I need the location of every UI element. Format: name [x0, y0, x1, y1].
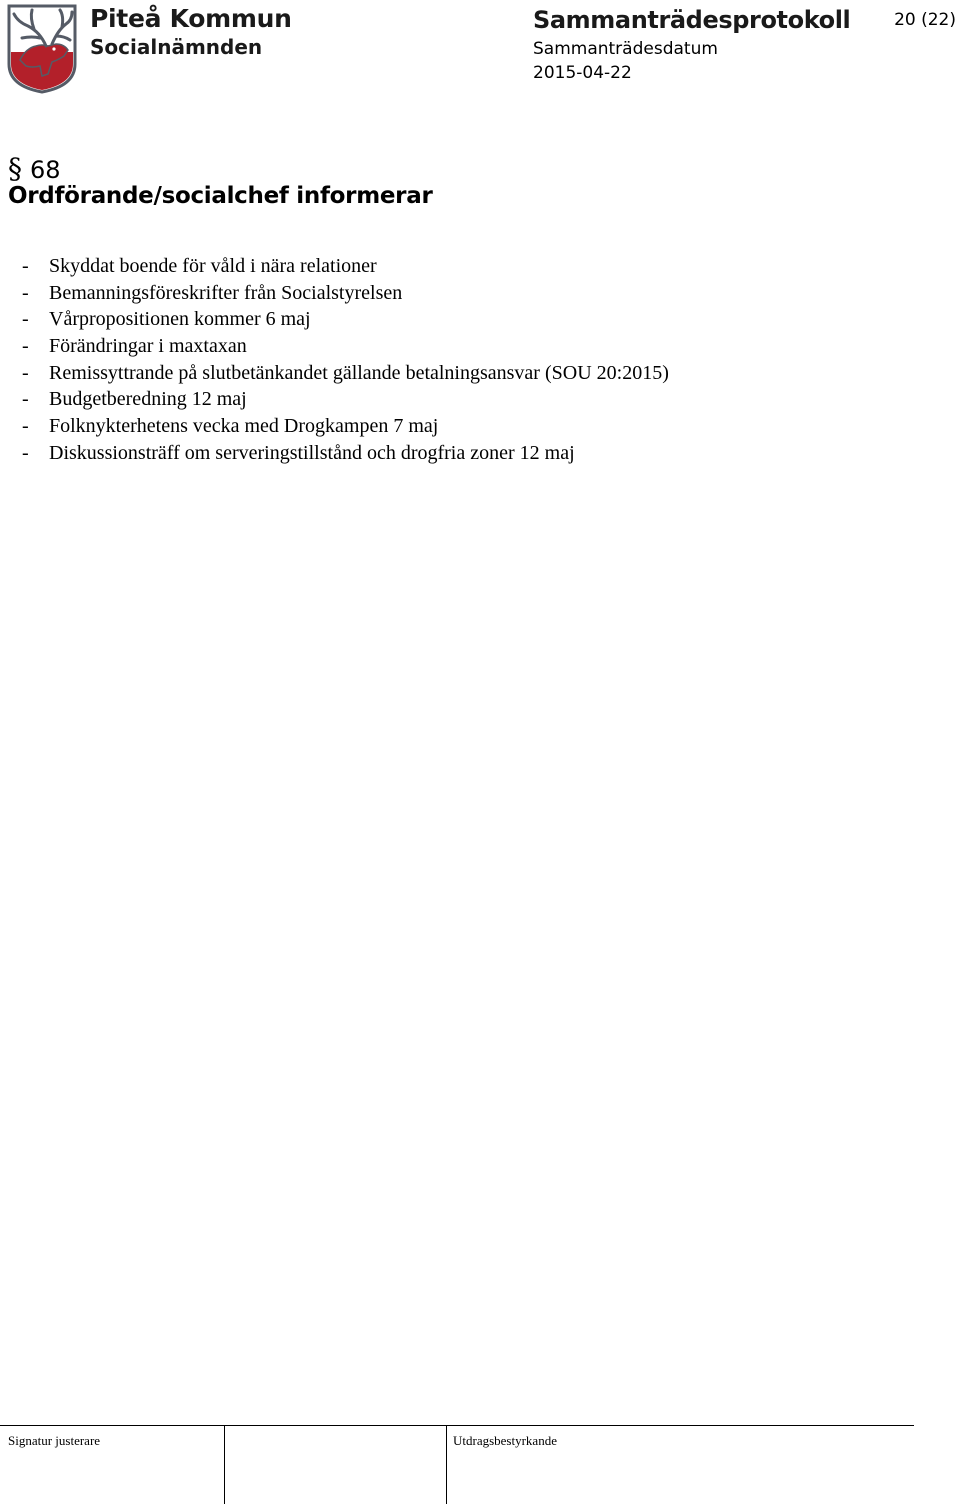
list-item-text: Remissyttrande på slutbetänkandet gällande betalningsansvar (SOU 20:2015): [49, 361, 669, 384]
meeting-date: 2015-04-22: [533, 63, 632, 83]
section-number: [8, 152, 61, 185]
list-item-text: Bemanningsföreskrifter från Socialstyrelsen: [49, 281, 403, 304]
list-item: [22, 360, 669, 387]
organization-block: [90, 4, 292, 60]
list-item: [22, 306, 669, 333]
list-item-text: Förändringar i maxtaxan: [49, 335, 247, 358]
section-symbol: §: [8, 152, 22, 185]
list-marker: -: [22, 335, 29, 358]
extract-certification-label: Utdragsbestyrkande: [453, 1433, 557, 1448]
footer-divider: [224, 1426, 225, 1504]
signature-label: Signatur justerare: [8, 1433, 101, 1448]
list-marker: -: [22, 388, 29, 411]
footer-divider: [446, 1426, 447, 1504]
list-marker: -: [22, 255, 29, 277]
page-number: 20 (22): [894, 10, 956, 30]
list-marker: -: [22, 281, 29, 304]
list-item: [22, 413, 669, 440]
information-list: [22, 253, 669, 467]
department-name: Socialnämnden: [90, 35, 263, 59]
section-title: Ordförande/socialchef informerar: [8, 183, 433, 209]
list-item: [22, 253, 669, 280]
signature-footer: [0, 1425, 914, 1504]
document-type: Sammanträdesprotokoll: [533, 6, 851, 34]
list-item-text: Vårpropositionen kommer 6 maj: [49, 308, 311, 331]
list-item: [22, 280, 669, 307]
list-item-text: Diskussionsträff om serveringstillstånd och drogfria zoner 12 maj: [49, 441, 575, 464]
reindeer-coat-of-arms-icon: [6, 2, 78, 94]
organization-name: Piteå Kommun: [90, 4, 292, 33]
list-item-text: Skyddat boende för våld i nära relationer: [49, 255, 377, 277]
list-item-text: Folknykterhetens vecka med Drogkampen 7 maj: [49, 415, 439, 438]
section-number-value: 68: [30, 156, 61, 184]
list-item: [22, 386, 669, 413]
list-marker: -: [22, 361, 29, 384]
list-marker: -: [22, 415, 29, 438]
list-marker: -: [22, 308, 29, 331]
list-item: [22, 333, 669, 360]
list-item-text: Budgetberedning 12 maj: [49, 388, 247, 411]
list-marker: -: [22, 441, 29, 464]
meeting-date-label: Sammanträdesdatum: [533, 39, 718, 59]
list-item: [22, 440, 669, 467]
